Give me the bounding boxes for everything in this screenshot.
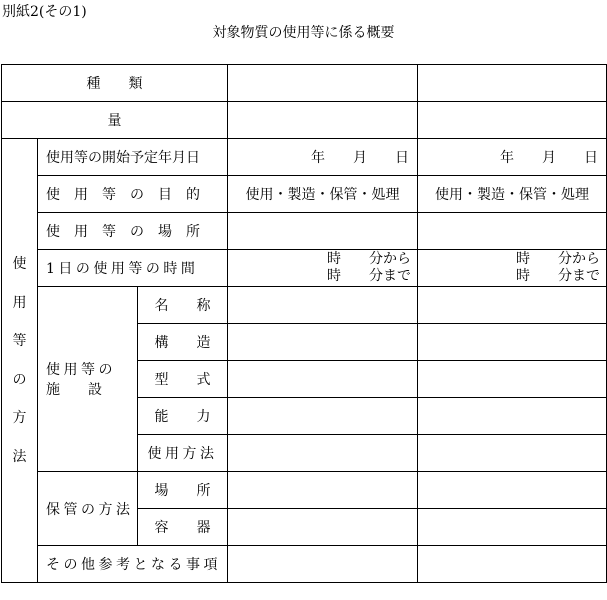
row-storage-place [2, 472, 607, 509]
facility-group-label: 使用等の 施 設 [38, 287, 138, 472]
storage-group-label: 保管の方法 [38, 472, 138, 546]
facility-capacity-label: 能 力 [138, 398, 228, 435]
row-place [2, 213, 607, 250]
other-value-1[interactable] [228, 546, 418, 583]
facility-usage-label: 使用方法 [138, 435, 228, 472]
facility-name-value-2[interactable] [418, 287, 607, 324]
amount-value-2[interactable] [418, 102, 607, 139]
daily-time-value-2[interactable]: 時 分から 時 分まで [418, 250, 607, 287]
place-value-1[interactable] [228, 213, 418, 250]
facility-name-value-1[interactable] [228, 287, 418, 324]
page-title: 対象物質の使用等に係る概要 [212, 25, 395, 41]
start-date-label: 使用等の開始予定年月日 [38, 139, 228, 176]
kind-value-2[interactable] [418, 65, 607, 102]
start-date-value-2[interactable]: 年 月 日 [418, 139, 607, 176]
appendix-label: 別紙2(その1) [2, 4, 87, 20]
facility-capacity-value-1[interactable] [228, 398, 418, 435]
row-facility-name [2, 287, 607, 324]
facility-name-label: 名 称 [138, 287, 228, 324]
amount-value-1[interactable] [228, 102, 418, 139]
facility-capacity-value-2[interactable] [418, 398, 607, 435]
place-label: 使 用 等 の 場 所 [38, 213, 228, 250]
row-other [2, 546, 607, 583]
start-date-value-1[interactable]: 年 月 日 [228, 139, 418, 176]
row-amount [2, 102, 607, 139]
facility-type-value-1[interactable] [228, 361, 418, 398]
kind-label: 種 類 [2, 65, 228, 102]
usage-summary-table [1, 64, 607, 583]
purpose-value-2[interactable]: 使用・製造・保管・処理 [418, 176, 607, 213]
other-value-2[interactable] [418, 546, 607, 583]
facility-type-label: 型 式 [138, 361, 228, 398]
facility-structure-value-2[interactable] [418, 324, 607, 361]
kind-value-1[interactable] [228, 65, 418, 102]
other-label: その他参考となる事項 [38, 546, 228, 583]
row-purpose [2, 176, 607, 213]
facility-type-value-2[interactable] [418, 361, 607, 398]
storage-container-label: 容 器 [138, 509, 228, 546]
amount-label: 量 [2, 102, 228, 139]
purpose-label: 使 用 等 の 目 的 [38, 176, 228, 213]
daily-time-value-1[interactable]: 時 分から 時 分まで [228, 250, 418, 287]
storage-place-value-1[interactable] [228, 472, 418, 509]
storage-place-label: 場 所 [138, 472, 228, 509]
row-kind [2, 65, 607, 102]
facility-structure-label: 構 造 [138, 324, 228, 361]
storage-place-value-2[interactable] [418, 472, 607, 509]
daily-time-label: 1日の使用等の時間 [38, 250, 228, 287]
row-daily-time [2, 250, 607, 287]
purpose-value-1[interactable]: 使用・製造・保管・処理 [228, 176, 418, 213]
facility-usage-value-1[interactable] [228, 435, 418, 472]
row-start-date [2, 139, 607, 176]
facility-structure-value-1[interactable] [228, 324, 418, 361]
facility-usage-value-2[interactable] [418, 435, 607, 472]
storage-container-value-1[interactable] [228, 509, 418, 546]
storage-container-value-2[interactable] [418, 509, 607, 546]
place-value-2[interactable] [418, 213, 607, 250]
usage-method-side-label: 使 用 等 の 方 法 [2, 139, 38, 583]
